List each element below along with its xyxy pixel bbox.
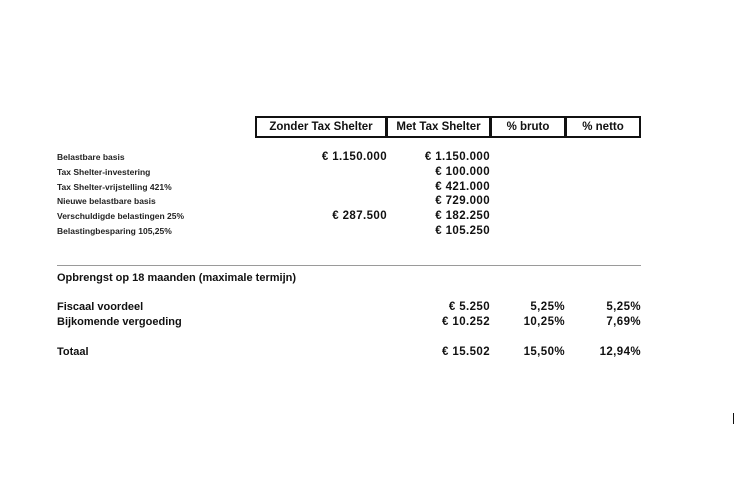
- cell-met-belastingbesparing: € 105.250: [435, 225, 490, 237]
- section-title-opbrengst: Opbrengst op 18 maanden (maximale termijn): [57, 272, 297, 284]
- cell-netto-totaal: 12,94%: [599, 346, 641, 358]
- text-cursor: [733, 413, 734, 424]
- cell-met-investering: € 100.000: [435, 166, 490, 178]
- column-header-bruto: % bruto: [490, 116, 566, 138]
- row-label-bijkomende-vergoeding: Bijkomende vergoeding: [57, 316, 182, 328]
- cell-met-fiscaal-voordeel: € 5.250: [448, 301, 490, 313]
- row-label-nieuwe-basis: Nieuwe belastbare basis: [57, 196, 156, 206]
- row-label-fiscaal-voordeel: Fiscaal voordeel: [57, 301, 144, 313]
- row-label-belastbare-basis: Belastbare basis: [57, 152, 125, 162]
- cell-netto-bijkomende-vergoeding: 7,69%: [606, 316, 641, 328]
- column-header-zonder: Zonder Tax Shelter: [255, 116, 387, 138]
- column-header-netto: % netto: [565, 116, 641, 138]
- cell-netto-fiscaal-voordeel: 5,25%: [606, 301, 641, 313]
- row-label-investering: Tax Shelter-investering: [57, 167, 151, 177]
- cell-met-bijkomende-vergoeding: € 10.252: [442, 316, 490, 328]
- row-label-totaal: Totaal: [57, 346, 89, 358]
- section-divider: [57, 265, 641, 266]
- cell-bruto-totaal: 15,50%: [523, 346, 565, 358]
- cell-met-nieuwe-basis: € 729.000: [435, 195, 490, 207]
- row-label-belastingbesparing: Belastingbesparing 105,25%: [57, 226, 172, 236]
- cell-bruto-fiscaal-voordeel: 5,25%: [530, 301, 565, 313]
- cell-met-verschuldigde-belastingen: € 182.250: [435, 210, 490, 222]
- cell-zonder-belastbare-basis: € 1.150.000: [321, 151, 387, 163]
- cell-met-belastbare-basis: € 1.150.000: [424, 151, 490, 163]
- cell-met-totaal: € 15.502: [442, 346, 490, 358]
- row-label-verschuldigde-belastingen: Verschuldigde belastingen 25%: [57, 211, 185, 221]
- cell-met-vrijstelling: € 421.000: [435, 181, 490, 193]
- cell-bruto-bijkomende-vergoeding: 10,25%: [523, 316, 565, 328]
- row-label-vrijstelling: Tax Shelter-vrijstelling 421%: [57, 182, 172, 192]
- cell-zonder-verschuldigde-belastingen: € 287.500: [332, 210, 387, 222]
- column-header-met: Met Tax Shelter: [386, 116, 491, 138]
